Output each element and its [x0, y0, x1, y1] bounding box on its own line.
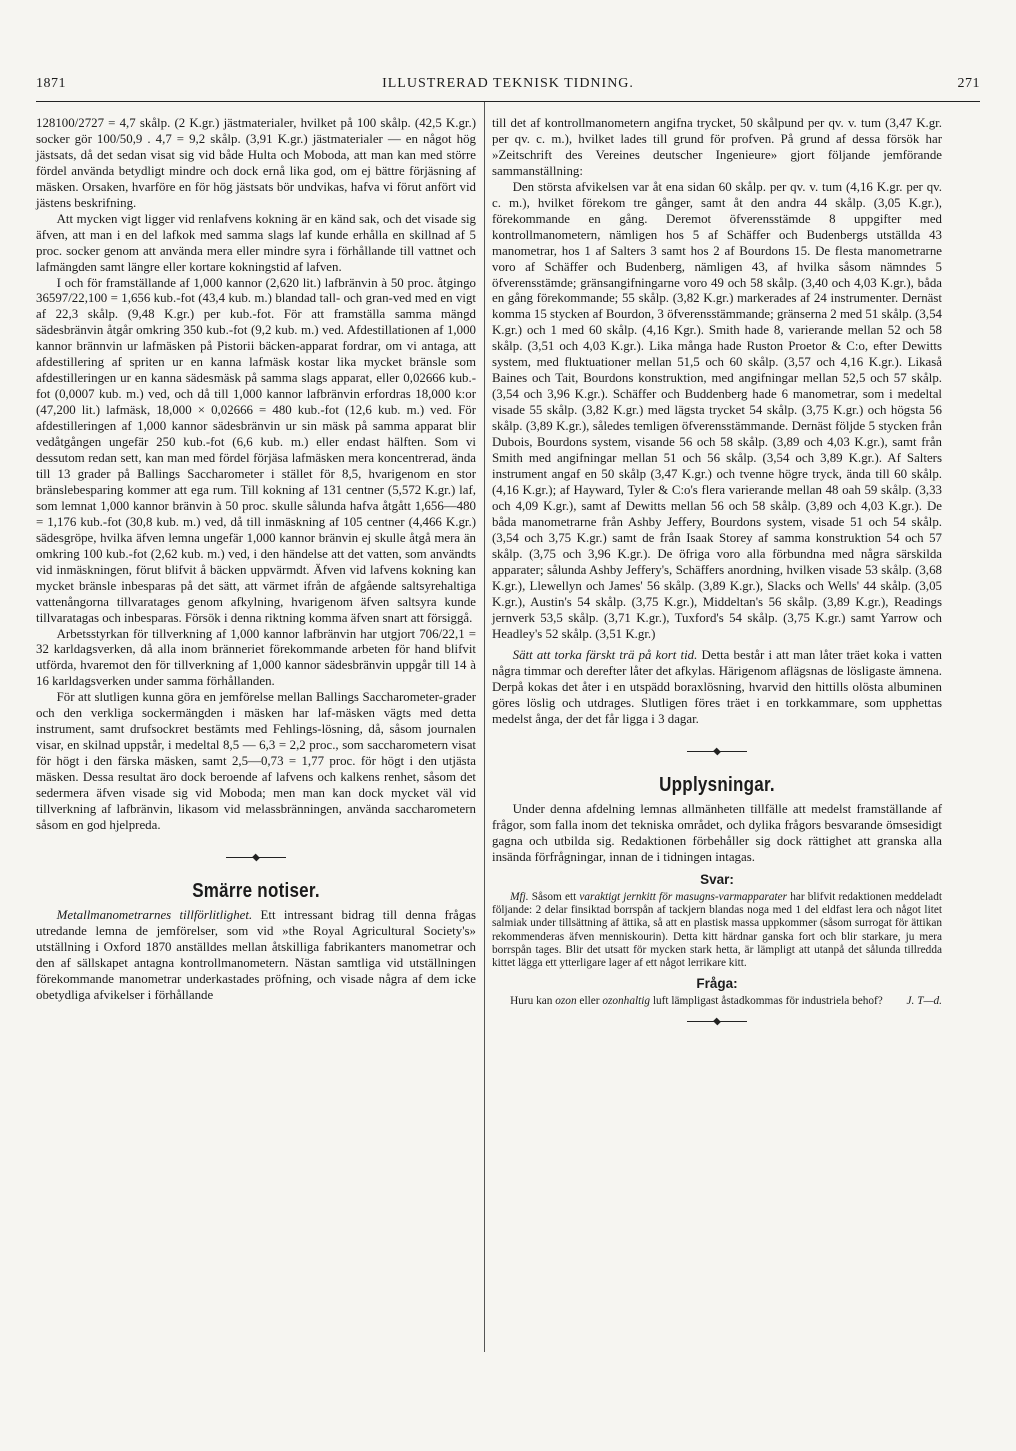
section-intro: Under denna afdelning lemnas allmänheten tillfälle att medelst framställande af frågor, som falla inom det tekniska området, och dylika frågors besvarande ömsesidigt gagna och utbilda sig. Redaktionen förbehåller sig dock rättighet att granska alla insända förfrågningar, innan de i tidningen intagas. — [492, 802, 942, 865]
answer-lead: Mfj. — [510, 890, 529, 903]
section-separator — [687, 1018, 747, 1026]
section-separator — [226, 854, 286, 862]
paragraph: För att slutligen kunna göra en jemförelse mellan Ballings Saccharometer-grader och den verkliga sockermängden i mäsken har laf-mäsken vägts med detta instrument, samt drufsockret bestämts med Fehlings-lösning, då, såsom journalen visar, en skilnad uppstår, i medeltal 8,5 — 6,3 = 2,2 proc., som saccharometern visat för högt i den färska mäsken, samt 2,5—0,73 = 1,77 proc. för högt i den utjästa mäsken. Dessa resultat äro dock beroende af lafvens och kalkens renhet, såsom det sedermera äfven visade sig vid Moboda; men man kan dock mycket väl vid tillverkning af lafbränvin, likasom vid melassbränningen, använda saccharometern såsom en god hjelpreda. — [36, 690, 476, 832]
question-text: eller — [576, 995, 603, 1008]
answer-text: har blifvit redaktionen meddeladt följande: 2 delar finsiktad borrspån af tackjern blandas noga med 1 del eldfast lera och något litet salmiak under tillsättning af ättika, så att en plastisk massa uppkommer (såsom surrogat för ättikan rekommenderas äfven menniskourin). Detta kitt härdnar ganska fort och blir starkare, ju mera borrspån tages. Blir det utsatt för mycken stark hetta, är lämpligt att utanpå det sålunda tillredda kittet lägga ett ytterligare lager af ett något lerrikare kitt. — [492, 890, 942, 969]
section-heading-notices: Smärre notiser. — [192, 879, 320, 902]
notice-title: Sätt att torka färskt trä på kort tid. — [512, 648, 698, 663]
header-year: 1871 — [36, 76, 66, 91]
answer-paragraph — [492, 891, 942, 970]
question-signature: J. T—d. — [906, 995, 942, 1008]
question-heading: Fråga: — [696, 976, 738, 992]
answer-heading: Svar: — [700, 871, 734, 887]
question-term: ozonhaltig — [602, 995, 651, 1008]
question-text: Huru kan — [510, 995, 556, 1008]
notice-paragraph — [36, 908, 476, 1004]
journal-title: ILLUSTRERAD TEKNISK TIDNING. — [382, 76, 634, 91]
section-heading-information: Upplysningar. — [659, 774, 775, 797]
paragraph: Att mycken vigt ligger vid renlafvens kokning är en känd sak, och det visade sig äfven, att man i en del lafkok med samma slags laf kunde erhålla en skillnad af 5 proc. socker genom att använda mera eller mindre syra i förhållande till vattnet och lafmängden samt längre eller kortare kokningstid af lafven. — [36, 211, 476, 274]
column-divider — [484, 102, 485, 1352]
question-text: luft lämpligast åstadkommas för industriela behof? — [650, 995, 883, 1008]
notice-text: Detta består i att man låter träet koka i vatten några timmar och derefter låter det afkylas. Härigenom aflägsnas de lösligaste ämnena. Derpå kokas det åter i en utspädd boraxlösning, hvarvid den hittills olösta albuminen göres löslig och utdrages. Slutligen föres träet i en torkkammare, som upphettas medelst ånga, der det får ligga i 3 dagar. — [492, 648, 942, 727]
question-term: ozon — [555, 995, 577, 1008]
answer-text: Såsom ett — [528, 890, 580, 903]
notice-text: Ett intressant bidrag till denna frågas utredande lemna de jemförelser, som vid »the Royal Agricultural Society's» utställning i Oxford 1870 anställdes mellan åtskilliga fabrikanters manometrar och den af sällskapet antagna kontrollmanometern. Nästan samtliga vid utställningen förekommande manometrar underkastades pröfning, och visade några af dem icke obetydliga afvikelser i förhållande — [36, 907, 477, 1002]
notice-paragraph — [492, 648, 942, 728]
left-column — [36, 116, 476, 1004]
right-column — [492, 116, 942, 1048]
header-rule — [36, 101, 980, 102]
paragraph: Arbetsstyrkan för tillverkning af 1,000 kannor lafbränvin har utgjort 706/22,1 = 32 karldagsverken, då alla inom bränneriet förekommande arbeten för hand blifvit utförda, hvaremot den för tillverkning af 1,000 kannor sädesbränvin uppgår till 14 à 16 karldagsverken under samma förhållanden. — [36, 626, 476, 689]
paragraph: I och för framställande af 1,000 kannor (2,620 lit.) lafbränvin à 50 proc. åtgingo 36597/22,100 = 1,656 kub.-fot (43,4 kub. m.) blandad tall- och gran-ved med en vigt af 22,3 skålp. (9,48 K.gr.) per kub.-fot. För att framställa samma mängd sädesbränvin åtgår omkring 350 kub.-fot (9,2 kub. m.) ved. Afdestillationen af 1,000 kannor brännvin ur lafmäsken på Pistorii bäcken-apparat fordrar, om vi antaga, att afdestillering af spriten ur en kanna lafmäsk kostar lika mycket bränsle som afdestilleringen ur en kanna sädesmäsk på samma slags apparat, eller 0,02666 kub.-fot (0,0007 kub. m.) ved, och då till 1,000 kannor lafbränvin erfordras 18,000 k:or (47,200 lit.) lafmäsk, 18,000 × 0,02666 = 480 kub.-fot (12,6 kub. m.) ved. För afdestilleringen af 1,000 kannor sädesbränvin ur sin mäsk på samma apparat blir vedåtgången ungefär 250 kub.-fot (6,6 kub. m.) eller endast hälften. Som vi dessutom redan sett, kan man med fördel förjäsa lafmäsken mera koncentrerad, ända till 13 grader på Ballings Saccharometer i stället för 8,5, hvarigenom en stor bränslebesparing kommer att ega rum. Till kokning af 131 centner (5,572 K.gr.) laf, som lemnat 1,000 kannor bränvin à 50 proc. skulle sålunda hafva åtgått 1,656—480 = 1,176 kub.-fot (30,8 kub. m.) ved, då till inmäskning af 105 centner (4,466 K.gr.) sädesgröpe, hvilka äfven lemna ungefär 1,000 kannor bränvin ej skulle åtgå mera än omkring 100 kub.-fot (2,62 kub. m.) ved, i den händelse att det vatten, som användts vid inmäskningen, förut blifvit å bäcken uppvärmdt. Äfven vid lafvens kokning kan mycket bränsle inbesparas på det sätt, att värmet ifrån de afgående saltsyrehaltiga vattenångorna tillvaratages genom afkylning, hvarigenom äfven saltsyra kunde tillvaratagas och inbesparas. Försök i denna riktning komma äfven snart att försiggå. — [36, 275, 476, 625]
paragraph: Den största afvikelsen var åt ena sidan 60 skålp. per qv. v. tum (4,16 K.gr. per qv. c. m.), hvilket förekom tre gånger, samt åt den andra 44 skålp. (3,05 K.gr.), förekommande en gång. Deremot öfverensstämde 8 uppgifter med kontrollmanometern, nämligen hos 5 af Schäffer och Budenbergs utställda 43 manometrar, hos 1 af Salters 3 samt hos 2 af Bourdons 15. De flesta manometrarne voro af Schäffer och Budenberg, nämligen 43, af hvilka såsom nämndes 5 öfverensstämde; gränsangifningarne voro 49 och 58 skålp. (3,40 och 4,03 K.gr.), båda en gång förekommande; 55 skålp. (3,82 K.gr.) markerades af 24 instrumenter. Dernäst komma 15 stycken af Bourdon, 3 öfverensstämmande; gränserna 2 med 51 skålp. (3,54 K.gr.) och 1 med 60 skålp. (4,16 Kgr.). Smith hade 8, varierande mellan 52 och 58 skålp. (3,51 och 4,03 K.gr.). Lika många hade Ruston Proetor & C:o, efter Dewitts system, med fluktuationer mellan 51,5 och 60 skålp. (3,57 och 4,16 K.gr.). Likaså Baines och Tait, Bourdons konstruktion, med angifningar mellan 52,5 och 57 skålp. (3,54 och 3,96 K.gr.). Schäffer och Buddenberg hade 6 manometrar, som i medeltal visade 55 skålp. (3,82 K.gr.) med lägsta trycket 54 skålp. (3,75 K.gr.) och högsta 56 skålp. (3,89 K.gr.), således temligen öfverensstämmande. Dernäst följde 5 stycken från Dubois, Bourdons system, visande 56 och 58 skålp. (3,89 och 4,03 K.gr.), samt från Smith med angifningar mellan 51 och 56 skålp. (3,54 och 3,89 K.gr.). Af Salters instrument angaf en 50 skålp (3,47 K.gr.) och tvenne högre tryck, ända till 60 skålp. (4,16 K.gr.); af Hayward, Tyler & C:o's flera varierande mellan 48 oah 59 skålp. (3,33 och 4,09 K.gr.), samt af Dewitts mellan 56 och 58 skålp. (3,89 och 4,03 K.gr.). De båda manometrarne från Ashby Jeffery, Bourdons system, visade 51 och 54 skålp. (3,54 och 3,75 K.gr.) samt de från Isaak Storey af samma konstruktion 54 och 57 skålp. (3,75 och 3,96 K.gr.). De öfriga voro alla förbundna med några särskilda apparater; sålunda Ashby Jeffery's, Schäffers anordning, hvilken visade 53 skålp. (3,68 K.gr.), Llewellyn och James' 56 skålp. (3,89 K.gr.), Slacks och Wells' 44 skålp. (3,05 K.gr.), Austin's 54 skålp. (3,75 K.gr.), Middeltan's 56 skålp. (3,89 K.gr.), Readings jernverk 53,5 skålp. (3,71 K.gr.), Tuxford's 54 skålp. (3,75 K.gr.) samt Yarrow och Headley's 52 skålp. (3,51 K.gr.) — [492, 179, 942, 641]
page-number: 271 — [957, 76, 980, 91]
section-separator — [687, 748, 747, 756]
paragraph: 128100/2727 = 4,7 skålp. (2 K.gr.) jästmaterialer, hvilket på 100 skålp. (42,5 K.gr.) socker gör 100/50,9 . 4,7 = 9,2 skålp. (3,91 K.gr.) jästmaterialer — en något hög jästsats, då det sedan visat sig vid både Hulta och Moboda, att man kan med större fördel använda betydligt mindre och dock ernå lika god, om ej bättre förjäsning af mäsken. Orsaken, hvarföre en för hög jästsats bör undvikas, hafva vi förut anfört vid jästens beskrifning. — [36, 116, 476, 210]
page-header — [36, 76, 980, 98]
paragraph: till det af kontrollmanometern angifna trycket, 50 skålpund per qv. v. tum (3,47 K.gr. per qv. c. m.), hvilket lades till grund för profven. På grund af dessa försök har »Zeitschrift des Vereines deutscher Ingenieure» gjort följande jemförande sammanställning: — [492, 116, 942, 178]
answer-topic: varaktigt jernkitt för masugns-varmapparater — [579, 890, 788, 903]
notice-title: Metallmanometrarnes tillförlitlighet. — [56, 907, 253, 922]
question-paragraph — [492, 995, 942, 1008]
